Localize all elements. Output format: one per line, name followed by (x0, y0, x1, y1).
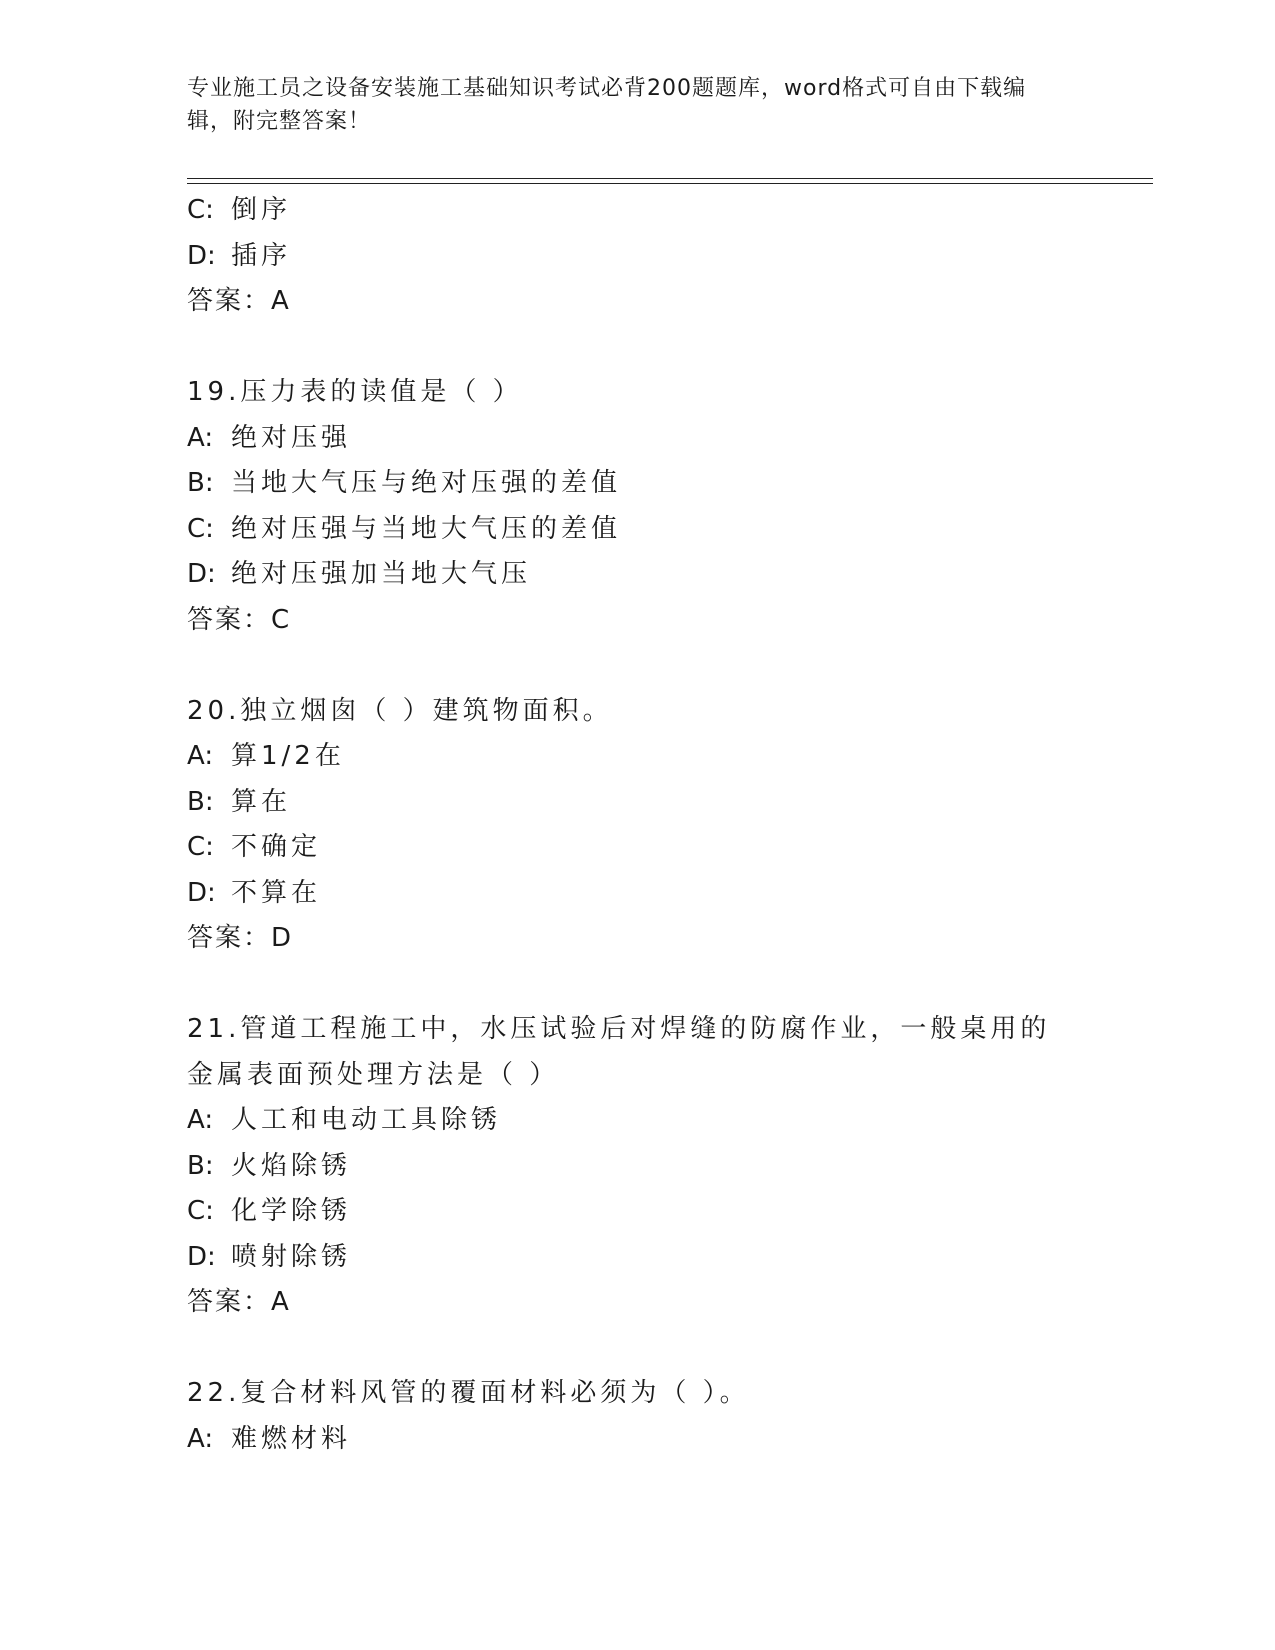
option-line (187, 825, 1087, 871)
answer-line: 答案：D (187, 923, 294, 953)
option-text: 人工和电动工具除锈 (231, 1105, 502, 1135)
option-text: 算1/2在 (231, 741, 345, 771)
question-list (187, 188, 1087, 1462)
question-stem: 19.压力表的读值是（ ） (187, 377, 523, 407)
option-text: 倒序 (231, 195, 292, 225)
question-stem: 21.管道工程施工中，水压试验后对焊缝的防腐作业，一般桌用的金属表面预处理方法是（ ） (187, 1014, 1051, 1090)
option-key: A: (187, 741, 214, 771)
option-text: 绝对压强与当地大气压的差值 (231, 513, 622, 544)
option-line (187, 416, 1087, 462)
option-line (187, 1144, 1087, 1190)
option-line (187, 734, 1087, 780)
option-text: 不确定 (231, 832, 322, 862)
option-key: C: (187, 832, 214, 862)
document-header: 专业施工员之设备安装施工基础知识考试必背200题题库，word格式可自由下载编辑，附完整答案！ (187, 76, 1027, 134)
option-key: D: (187, 1241, 216, 1272)
option-text: 喷射除锈 (231, 1241, 352, 1272)
option-line (187, 1189, 1087, 1235)
answer-line: 答案：A (187, 1287, 291, 1317)
option-key: C: (187, 195, 214, 225)
spacer (187, 325, 1087, 371)
option-text: 插序 (231, 240, 292, 271)
option-text: 算在 (231, 786, 292, 817)
option-line (187, 507, 1087, 553)
option-key: D: (187, 559, 216, 589)
option-line (187, 780, 1087, 826)
question-stem: 22.复合材料风管的覆面材料必须为（ ）。 (187, 1378, 750, 1408)
spacer (187, 1326, 1087, 1372)
answer-line: 答案：A (187, 286, 291, 316)
header-divider-top (187, 178, 1153, 179)
option-text: 绝对压强加当地大气压 (231, 559, 532, 589)
option-line (187, 234, 1087, 280)
option-line (187, 552, 1087, 598)
option-key: A: (187, 1423, 214, 1454)
answer-line: 答案：C (187, 604, 292, 635)
question-stem: 20.独立烟囱（ ）建筑物面积。 (187, 695, 613, 726)
option-text: 难燃材料 (231, 1423, 352, 1454)
option-key: D: (187, 240, 216, 271)
header-divider-bottom (187, 183, 1153, 184)
option-text: 绝对压强 (231, 422, 352, 453)
spacer (187, 962, 1087, 1008)
option-key: D: (187, 877, 216, 908)
option-text: 当地大气压与绝对压强的差值 (231, 468, 622, 498)
spacer (187, 643, 1087, 689)
option-key: C: (187, 513, 214, 544)
option-key: B: (187, 1150, 214, 1181)
option-key: B: (187, 468, 214, 498)
option-text: 火焰除锈 (231, 1150, 352, 1181)
option-text: 化学除锈 (231, 1196, 352, 1226)
option-line (187, 1417, 1087, 1463)
option-line (187, 871, 1087, 917)
option-text: 不算在 (231, 877, 322, 908)
option-line (187, 1235, 1087, 1281)
option-key: B: (187, 786, 214, 817)
option-key: A: (187, 422, 214, 453)
option-line (187, 188, 1087, 234)
option-line (187, 461, 1087, 507)
option-key: A: (187, 1105, 214, 1135)
option-key: C: (187, 1196, 214, 1226)
option-line (187, 1098, 1087, 1144)
